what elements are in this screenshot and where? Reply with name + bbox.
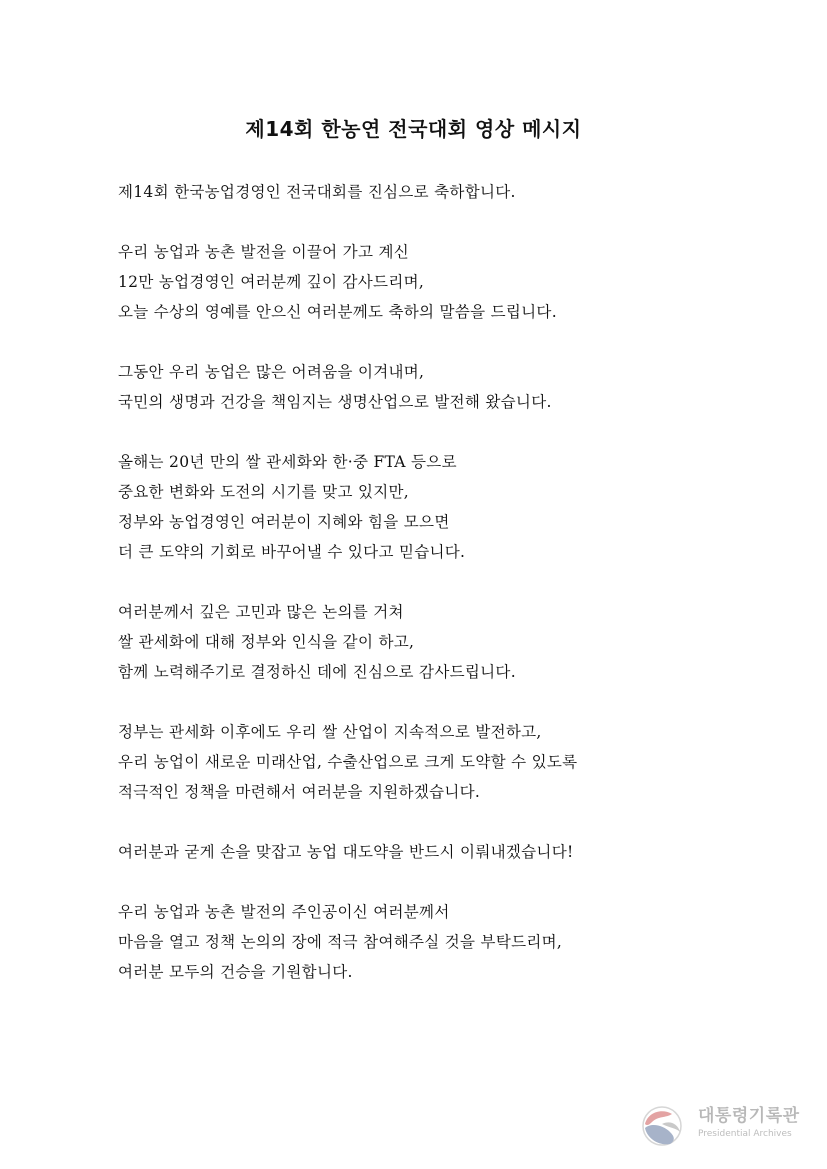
text-line: 우리 농업과 농촌 발전을 이끌어 가고 계신: [118, 243, 410, 261]
text-line: 중요한 변화와 도전의 시기를 맞고 있지만,: [118, 483, 410, 501]
paragraph: [118, 357, 758, 417]
text-line: 여러분과 굳게 손을 맞잡고 농업 대도약을 반드시 이뤄내겠습니다!: [118, 843, 574, 861]
paragraph: [118, 177, 758, 207]
text-line: 여러분께서 깊은 고민과 많은 논의를 거쳐: [118, 603, 404, 621]
archive-watermark: [640, 1102, 810, 1150]
text-line: 제14회 한국농업경영인 전국대회를 진심으로 축하합니다.: [118, 183, 516, 201]
text-line: 쌀 관세화에 대해 정부와 인식을 같이 하고,: [118, 633, 415, 651]
text-line: 여러분 모두의 건승을 기원합니다.: [118, 963, 353, 981]
text-line: 우리 농업이 새로운 미래산업, 수출산업으로 크게 도약할 수 있도록: [118, 753, 578, 771]
archive-name-korean: 대통령기록관: [698, 1106, 800, 1126]
paragraph: [118, 717, 758, 807]
text-line: 더 큰 도약의 기회로 바꾸어낼 수 있다고 믿습니다.: [118, 543, 466, 561]
paragraph: [118, 597, 758, 687]
text-line: 국민의 생명과 건강을 책임지는 생명산업으로 발전해 왔습니다.: [118, 393, 552, 411]
document-body: [118, 177, 758, 1017]
document-title: 제14회 한농연 전국대회 영상 메시지: [245, 117, 582, 141]
text-line: 정부는 관세화 이후에도 우리 쌀 산업이 지속적으로 발전하고,: [118, 723, 542, 741]
text-line: 12만 농업경영인 여러분께 깊이 감사드리며,: [118, 273, 425, 291]
text-line: 그동안 우리 농업은 많은 어려움을 이겨내며,: [118, 363, 425, 381]
text-line: 마음을 열고 정책 논의의 장에 적극 참여해주실 것을 부탁드리며,: [118, 933, 563, 951]
archive-name-english: Presidential Archives: [698, 1129, 792, 1139]
paragraph: [118, 447, 758, 567]
text-line: 올해는 20년 만의 쌀 관세화와 한·중 FTA 등으로: [118, 453, 457, 471]
paragraph: [118, 897, 758, 987]
paragraph: [118, 237, 758, 327]
taegeuk-icon: [640, 1104, 688, 1148]
text-line: 적극적인 정책을 마련해서 여러분을 지원하겠습니다.: [118, 783, 481, 801]
text-line: 함께 노력해주기로 결정하신 데에 진심으로 감사드립니다.: [118, 663, 516, 681]
paragraph: [118, 837, 758, 867]
text-line: 정부와 농업경영인 여러분이 지혜와 힘을 모으면: [118, 513, 450, 531]
text-line: 오늘 수상의 영예를 안으신 여러분께도 축하의 말씀을 드립니다.: [118, 303, 557, 321]
text-line: 우리 농업과 농촌 발전의 주인공이신 여러분께서: [118, 903, 450, 921]
